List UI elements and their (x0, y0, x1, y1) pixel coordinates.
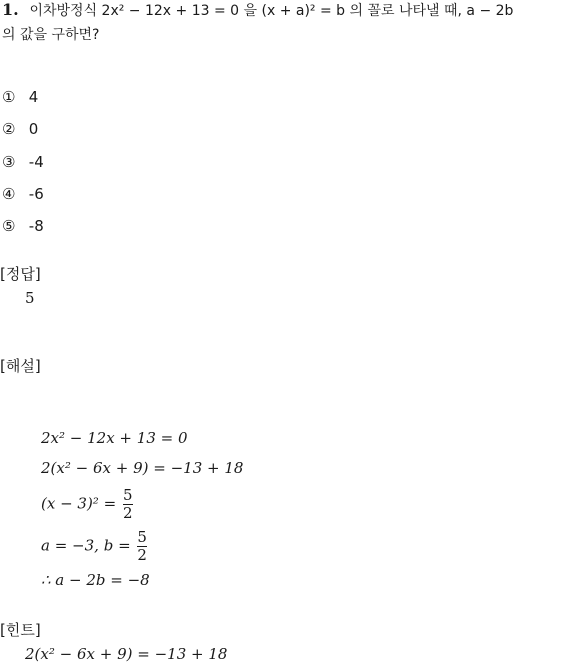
solution-step-1: 2x² − 12x + 13 = 0 (41, 429, 188, 447)
solution-step-5: ∴ a − 2b = −8 (41, 571, 150, 589)
fraction-numerator: 5 (122, 486, 133, 504)
solution-label: [해설] (0, 357, 41, 375)
choice-marker: ⑤ (2, 217, 16, 235)
choice-value: -8 (28, 217, 44, 235)
choice-value: 0 (28, 120, 39, 138)
solution-step-3 (41, 487, 135, 522)
solution-step-3-fraction (123, 487, 133, 522)
question-text-line-1: 이차방정식 2x² − 12x + 13 = 0 을 (x + a)² = b 의 꼴로 나타낼 때, a − 2b (29, 3, 514, 19)
hint-label: [힌트] (0, 621, 41, 639)
solution-step-4 (41, 529, 149, 564)
choice-value: -4 (28, 153, 44, 171)
fraction-numerator: 5 (137, 528, 147, 546)
answer-label: [정답] (0, 265, 41, 283)
solution-step-4-fraction (137, 529, 147, 564)
question-line-1 (2, 0, 513, 20)
choice-marker: ① (2, 88, 16, 106)
choice-marker: ④ (2, 185, 16, 203)
solution-step-2: 2(x² − 6x + 9) = −13 + 18 (41, 459, 244, 477)
choice-2[interactable] (2, 120, 38, 138)
choice-5[interactable] (2, 217, 44, 235)
choice-1[interactable] (2, 88, 38, 106)
choice-value: 4 (28, 88, 39, 106)
choice-value: -6 (28, 185, 44, 203)
choice-marker: ② (2, 120, 16, 138)
solution-step-4-lhs: a = −3, b = (41, 536, 131, 555)
solution-step-3-lhs: (x − 3)² = (41, 494, 117, 513)
fraction-denominator: 2 (122, 504, 133, 522)
choice-3[interactable] (2, 153, 44, 171)
question-number: 1. (2, 0, 19, 19)
fraction-denominator: 2 (137, 546, 147, 564)
choice-4[interactable] (2, 185, 44, 203)
question-text-line-2: 의 값을 구하면? (2, 27, 100, 43)
hint-text: 2(x² − 6x + 9) = −13 + 18 (25, 645, 228, 663)
choice-marker: ③ (2, 153, 16, 171)
answer-value: 5 (25, 289, 35, 307)
